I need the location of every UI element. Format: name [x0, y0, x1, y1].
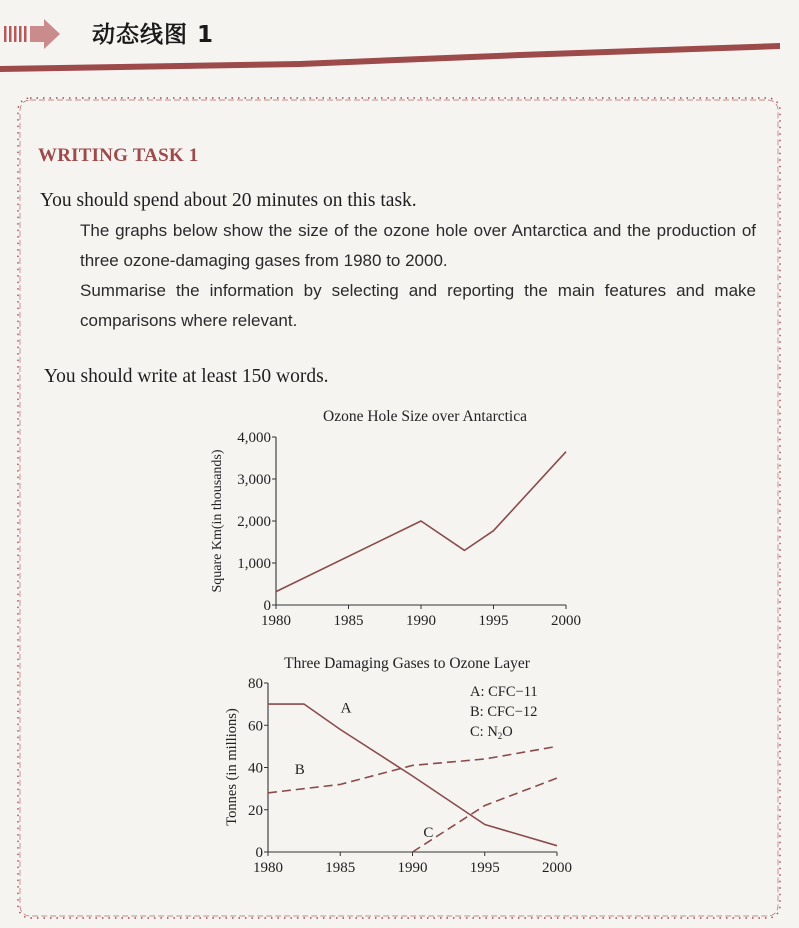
y-tick-label: 60: [248, 718, 263, 735]
chart2-title: Three Damaging Gases to Ozone Layer: [284, 655, 530, 672]
time-instruction: You should spend about 20 minutes on this task.: [40, 190, 417, 211]
series-line-b: [268, 746, 557, 793]
x-tick-label: 1985: [325, 860, 356, 876]
chart1-ylabel: Square Km(in thousands): [210, 449, 225, 593]
series-label-c: C: [423, 825, 434, 842]
y-tick-label: 4,000: [237, 430, 271, 446]
y-tick-label: 20: [248, 802, 263, 819]
x-tick-label: 1990: [406, 613, 436, 629]
chart2-legend: [470, 684, 538, 741]
y-tick-label: 40: [248, 760, 263, 777]
legend-entry-b: B: CFC−12: [470, 704, 538, 720]
series-label-a: A: [340, 700, 352, 717]
y-tick-label: 0: [255, 845, 263, 861]
chart2-ylabel: Tonnes (in millions): [224, 708, 240, 826]
x-tick-label: 1995: [469, 860, 500, 876]
chart1-title: Ozone Hole Size over Antarctica: [323, 408, 527, 425]
legend-entry-c: C: $N_2O$: [470, 724, 513, 741]
x-tick-label: 1995: [478, 613, 509, 629]
x-tick-label: 2000: [551, 613, 581, 629]
prompt-description: The graphs below show the size of the ozone hole over Antarctica and the production of three ozone-damaging gases from 1980 to 2000.: [80, 221, 756, 270]
y-tick-label: 3,000: [237, 472, 271, 488]
x-tick-label: 1990: [397, 860, 428, 876]
task-heading: WRITING TASK 1: [38, 145, 199, 166]
legend-entry-a: A: CFC−11: [470, 684, 538, 700]
x-tick-label: 2000: [542, 860, 572, 876]
x-tick-label: 1980: [261, 613, 291, 629]
x-tick-label: 1980: [253, 860, 283, 876]
series-line-a: [268, 704, 557, 846]
y-tick-label: 2,000: [237, 514, 271, 530]
series-line-c: [413, 778, 558, 852]
prompt-instruction: Summarise the information by selecting and reporting the main features and make comparisons where relevant.: [80, 281, 756, 330]
y-tick-label: 80: [248, 676, 263, 692]
series-label-b: B: [294, 761, 305, 778]
y-tick-label: 1,000: [237, 556, 271, 572]
x-tick-label: 1985: [333, 613, 364, 629]
y-tick-label: 0: [263, 598, 271, 614]
word-count-instruction: You should write at least 150 words.: [44, 366, 329, 387]
chapter-title: 动态线图 1: [92, 22, 215, 48]
